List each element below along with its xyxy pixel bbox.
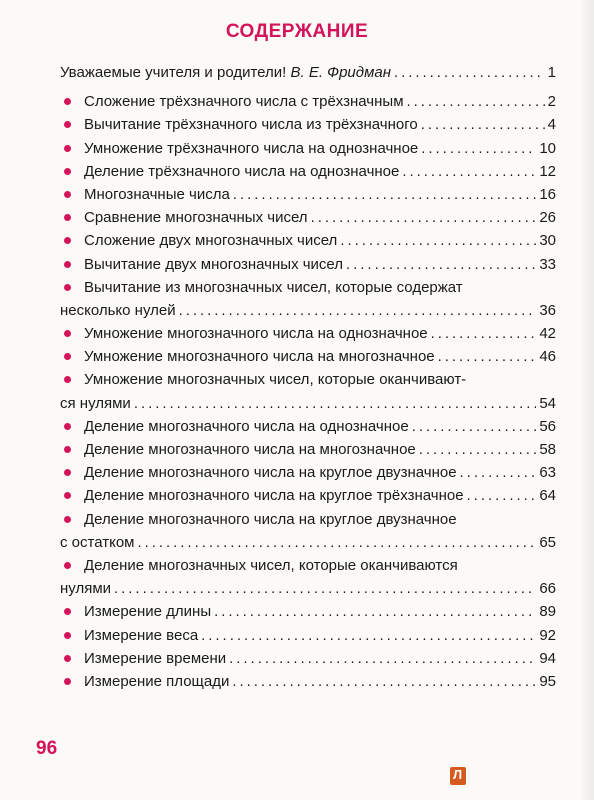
- toc-entry-label: Деление многозначного числа на круглое двузначное: [84, 510, 457, 528]
- bullet-icon: [64, 284, 71, 291]
- page-title: СОДЕРЖАНИЕ: [225, 21, 369, 42]
- toc-entry-label: Умножение многозначного числа на однозначное: [84, 325, 428, 343]
- bullet-icon: [64, 492, 71, 499]
- toc-intro-label: [60, 61, 391, 84]
- dot-leader: [340, 229, 536, 252]
- toc-entry-label: Многозначные числа: [84, 185, 230, 203]
- toc-entries: [60, 90, 556, 693]
- page-edge: [580, 0, 594, 800]
- toc-entry-label: Измерение площади: [84, 672, 230, 690]
- toc-entry[interactable]: [60, 415, 556, 438]
- toc-page-number: 36: [539, 301, 556, 319]
- toc-entry[interactable]: [60, 160, 556, 183]
- toc-entry[interactable]: [60, 554, 556, 577]
- dot-leader: [419, 438, 537, 461]
- bullet-icon: [64, 469, 71, 476]
- toc-page-number: 89: [539, 603, 556, 621]
- bullet-icon: [64, 632, 71, 639]
- dot-leader: [346, 253, 536, 276]
- bullet-icon: [64, 330, 71, 337]
- dot-leader: [402, 160, 536, 183]
- toc-page-number: 2: [547, 93, 556, 111]
- toc-page-number: 1: [547, 64, 556, 81]
- table-of-contents: [60, 61, 556, 693]
- dot-leader: [214, 600, 536, 623]
- dot-leader: [467, 484, 537, 507]
- toc-entry-label: Вычитание двух многозначных чисел: [84, 255, 344, 273]
- bullet-icon: [64, 678, 71, 685]
- footer-page-number: 96: [36, 738, 58, 759]
- dot-leader: [394, 61, 545, 84]
- toc-entry-label-continued: ся нулями: [60, 394, 131, 412]
- dot-leader: [460, 461, 537, 484]
- toc-intro-row[interactable]: [60, 61, 556, 84]
- toc-page-number: 56: [539, 417, 556, 435]
- dot-leader: [438, 345, 537, 368]
- dot-leader: [311, 206, 537, 229]
- toc-entry-label: Сложение трёхзначного числа с трёхзначным: [84, 93, 404, 111]
- toc-page-number: 30: [539, 232, 556, 250]
- toc-entry-label-continued: с остатком: [60, 533, 135, 551]
- toc-entry[interactable]: [60, 137, 556, 160]
- toc-entry-label: Деление многозначного числа на однозначное: [84, 417, 409, 435]
- toc-page-number: 63: [539, 464, 556, 482]
- publisher-logo-icon: [450, 767, 466, 785]
- toc-page-number: 94: [539, 649, 556, 667]
- toc-entry-label: Деление многозначного числа на многозначное: [84, 441, 416, 458]
- toc-entry[interactable]: [60, 461, 556, 484]
- bullet-icon: [64, 353, 71, 360]
- toc-entry-label: Сложение двух многозначных чисел: [84, 232, 338, 250]
- dot-leader: [179, 299, 537, 322]
- bullet-icon: [64, 145, 71, 152]
- toc-entry[interactable]: [60, 276, 556, 299]
- toc-entry-label: Вычитание трёхзначного числа из трёхзначного: [84, 116, 418, 134]
- toc-page-number: 16: [539, 185, 556, 203]
- bullet-icon: [64, 376, 71, 383]
- toc-page-number: 58: [539, 441, 556, 458]
- toc-entry[interactable]: [60, 253, 556, 276]
- bullet-icon: [64, 516, 71, 523]
- toc-entry-label: Умножение многозначного числа на многозначное: [84, 348, 435, 366]
- dot-leader: [232, 670, 536, 693]
- toc-page-number: 46: [539, 348, 556, 366]
- toc-page-number: 66: [539, 580, 556, 598]
- toc-entry-label: Умножение трёхзначного числа на однозначное: [84, 139, 419, 157]
- toc-entry[interactable]: [60, 508, 556, 531]
- dot-leader: [114, 577, 536, 600]
- bullet-icon: [64, 423, 71, 430]
- toc-entry[interactable]: [60, 322, 556, 345]
- toc-page-number: 33: [539, 255, 556, 273]
- toc-entry-label: Измерение длины: [84, 603, 212, 621]
- toc-entry[interactable]: [60, 647, 556, 670]
- bullet-icon: [64, 446, 71, 453]
- bullet-icon: [64, 261, 71, 268]
- toc-entry[interactable]: [60, 206, 556, 229]
- dot-leader: [233, 183, 537, 206]
- toc-entry[interactable]: [60, 90, 556, 113]
- toc-entry-label: Измерение веса: [84, 626, 199, 644]
- toc-entry[interactable]: [60, 438, 556, 461]
- toc-entry-label: Вычитание из многозначных чисел, которые содержат: [84, 278, 463, 296]
- toc-entry-continuation[interactable]: [60, 392, 556, 415]
- dot-leader: [134, 392, 537, 415]
- dot-leader: [201, 624, 536, 647]
- toc-page-number: 42: [539, 325, 556, 343]
- dot-leader: [229, 647, 536, 670]
- toc-entry[interactable]: [60, 670, 556, 693]
- toc-entry[interactable]: [60, 113, 556, 136]
- toc-entry-continuation[interactable]: [60, 531, 556, 554]
- toc-entry-label: Деление многозначного числа на круглое трёхзначное: [84, 487, 464, 505]
- toc-entry-label: Измерение времени: [84, 649, 227, 667]
- toc-entry-label: Деление многозначного числа на круглое двузначное: [84, 464, 457, 482]
- dot-leader: [431, 322, 537, 345]
- toc-entry[interactable]: [60, 183, 556, 206]
- toc-entry-label-continued: нулями: [60, 580, 112, 598]
- toc-entry[interactable]: [60, 345, 556, 368]
- bullet-icon: [64, 121, 71, 128]
- toc-page-number: 92: [539, 626, 556, 644]
- toc-page-number: 4: [547, 116, 556, 134]
- toc-entry-continuation[interactable]: [60, 577, 556, 600]
- toc-entry-label-continued: несколько нулей: [60, 301, 176, 319]
- toc-page-number: 64: [539, 487, 556, 505]
- toc-page-number: 26: [539, 209, 556, 227]
- dot-leader: [421, 113, 545, 136]
- toc-entry[interactable]: [60, 624, 556, 647]
- toc-entry-label: Умножение многозначных чисел, которые оканчивают-: [84, 371, 467, 389]
- toc-entry-continuation[interactable]: [60, 299, 556, 322]
- toc-page-number: 54: [539, 394, 556, 412]
- dot-leader: [421, 137, 536, 160]
- dot-leader: [407, 90, 545, 113]
- toc-page-number: 12: [539, 162, 556, 180]
- bullet-icon: [64, 214, 71, 221]
- toc-entry-label: Сравнение многозначных чисел: [84, 209, 308, 227]
- bullet-icon: [64, 98, 71, 105]
- intro-author: В. Е. Фридман: [290, 64, 391, 81]
- toc-page-number: 95: [539, 672, 556, 690]
- toc-entry-label: Деление трёхзначного числа на однозначное: [84, 162, 400, 180]
- toc-entry[interactable]: [60, 600, 556, 623]
- toc-page-number: 10: [539, 139, 556, 157]
- toc-entry-label: Деление многозначных чисел, которые оканчиваются: [84, 556, 458, 574]
- toc-entry[interactable]: [60, 368, 556, 391]
- bullet-icon: [64, 655, 71, 662]
- toc-entry[interactable]: [60, 484, 556, 507]
- bullet-icon: [64, 562, 71, 569]
- bullet-icon: [64, 608, 71, 615]
- toc-entry[interactable]: [60, 229, 556, 252]
- dot-leader: [137, 531, 536, 554]
- dot-leader: [412, 415, 537, 438]
- toc-page-number: 65: [539, 533, 556, 551]
- bullet-icon: [64, 168, 71, 175]
- intro-text: Уважаемые учителя и родители!: [60, 64, 291, 81]
- bullet-icon: [64, 237, 71, 244]
- bullet-icon: [64, 191, 71, 198]
